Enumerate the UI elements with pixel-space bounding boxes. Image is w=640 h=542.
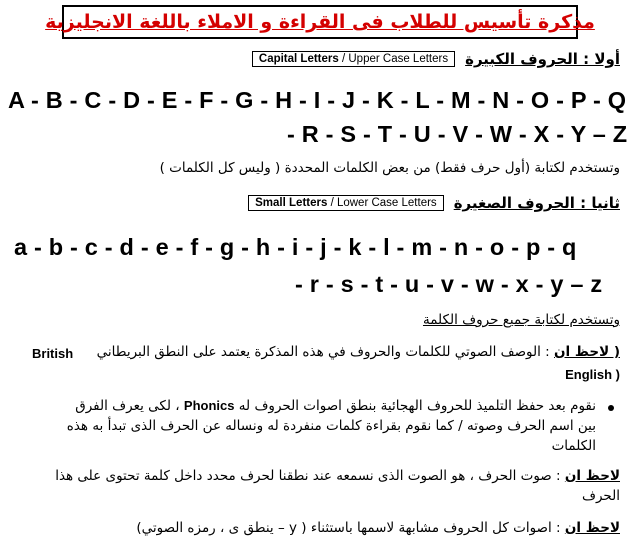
small-usage-note: وتستخدم لكتابة جميع حروف الكلمة xyxy=(422,312,620,328)
capital-label-box xyxy=(252,51,455,67)
note-exception xyxy=(136,520,620,536)
note-label: ( لاحظ ان xyxy=(554,344,620,360)
note3-label: لاحظ ان xyxy=(564,520,620,536)
title-box xyxy=(45,5,595,39)
section-small-header xyxy=(248,194,620,212)
bullet-icon xyxy=(608,405,614,411)
note-letter-sound xyxy=(20,466,620,506)
bullet-text-b: ، لكى يعرف الفرق xyxy=(75,398,184,414)
phonics-term: Phonics xyxy=(183,398,235,413)
capital-letters-line-2: - R - S - T - U - V - W - X - Y – Z xyxy=(287,121,628,147)
small-heading: ثانيا : الحروف الصغيرة xyxy=(453,194,620,212)
page-title: مذكرة تأسيس للطلاب فى القراءة و الاملاء باللغة الانجليزية xyxy=(45,11,595,33)
note2-text: : صوت الحرف ، هو الصوت الذى نسمعه عند نطقنا لحرف محدد داخل كلمة تحتوى على هذا xyxy=(55,468,565,484)
small-label-box xyxy=(248,195,444,211)
note-text: : الوصف الصوتي للكلمات والحروف في هذه المذكرة يعتمد على النطق البريطاني xyxy=(96,344,555,360)
capital-usage-note: وتستخدم لكتابة (أول حرف فقط) من بعض الكلمات المحددة ( وليس كل الكلمات ) xyxy=(159,160,620,176)
capital-heading: أولا : الحروف الكبيرة xyxy=(465,50,620,68)
note2-label: لاحظ ان xyxy=(564,468,620,484)
small-letters-line-2: - r - s - t - u - v - w - x - y – z xyxy=(295,271,603,297)
capital-box-bold: Capital Letters xyxy=(258,53,339,65)
note-english-a: British xyxy=(32,346,74,361)
note-pronunciation xyxy=(97,344,620,360)
capital-letters-line-1: A - B - C - D - E - F - G - H - I - J - K - L - M - N - O - P - Q xyxy=(8,87,627,113)
small-letters-line-1: a - b - c - d - e - f - g - h - i - j - k - l - m - n - o - p - q xyxy=(14,234,577,260)
capital-box-rest: / Upper Case Letters xyxy=(338,53,449,65)
note2-line-2: الحرف xyxy=(581,488,620,504)
bullet-paragraph xyxy=(26,396,596,456)
bullet-line-2: بين اسم الحرف وصوته / كما نقوم بقراءة كلمات منفردة له ونساله عن الحرف الذى تبدأ به هذه xyxy=(66,418,596,434)
small-box-bold: Small Letters xyxy=(255,197,328,209)
section-capital-header xyxy=(252,50,620,68)
bullet-text-a: نقوم بعد حفظ التلميذ للحروف الهجائية بنطق اصوات الحروف له xyxy=(238,398,596,414)
note3-text: : اصوات كل الحروف مشابهة لاسمها باستثناء ( y – ينطق ى ، رمزه الصوتي) xyxy=(136,520,565,536)
bullet-line-3: الكلمات xyxy=(551,438,596,454)
note-english-b: English ) xyxy=(565,367,620,382)
small-box-rest: / Lower Case Letters xyxy=(327,197,437,209)
